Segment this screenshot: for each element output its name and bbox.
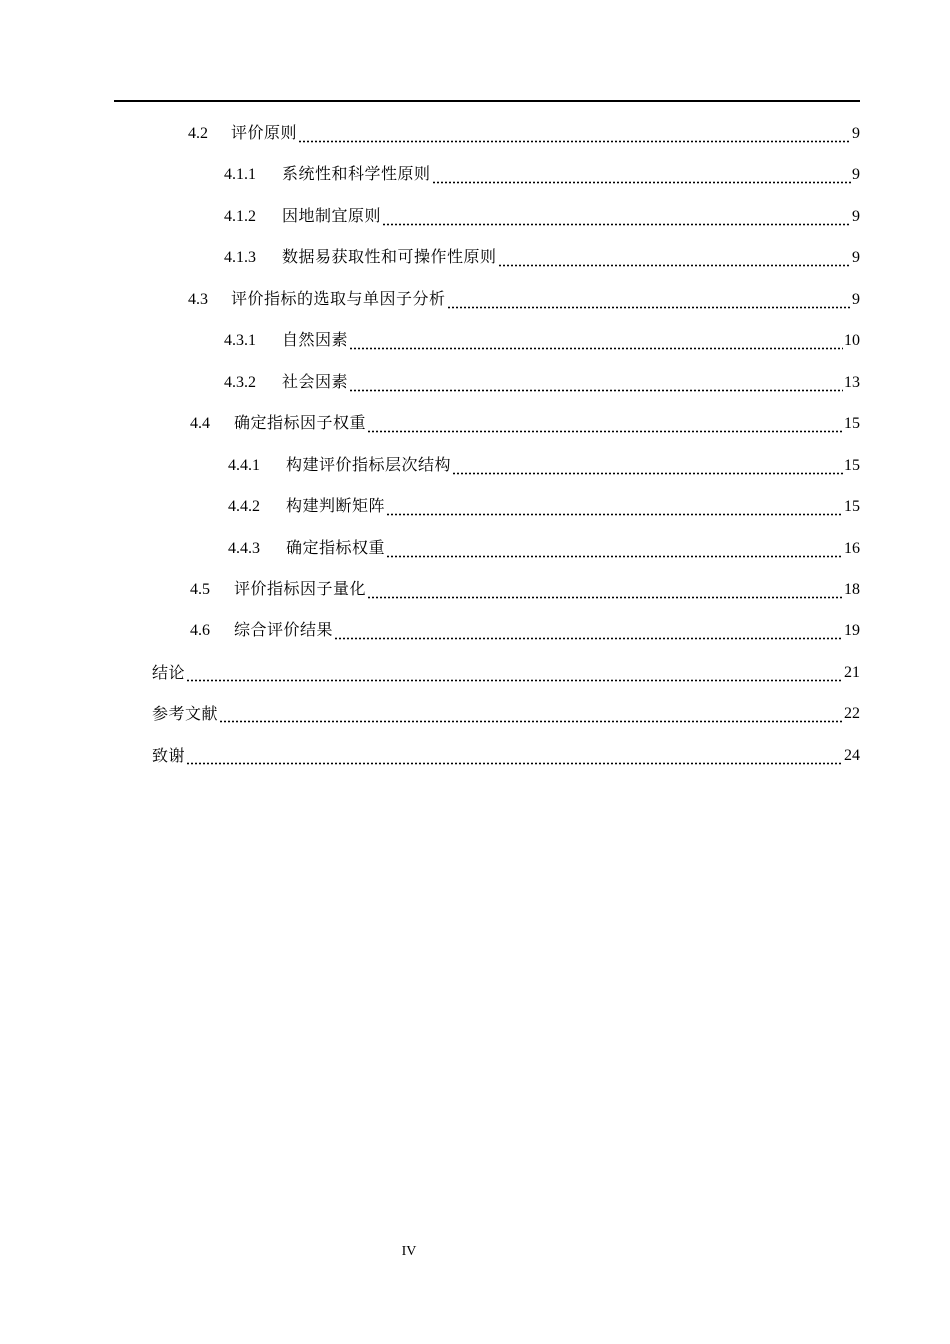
toc-entry-title: 构建判断矩阵 xyxy=(286,498,386,515)
toc-dot-leader xyxy=(349,333,843,351)
toc-dot-leader xyxy=(386,499,843,517)
toc-entry-4-2[interactable] xyxy=(188,120,860,144)
toc-entry-4-4-3[interactable] xyxy=(228,535,860,559)
toc-entry-page: 24 xyxy=(844,747,860,764)
toc-entry-4-3[interactable] xyxy=(188,286,860,310)
toc-dot-leader xyxy=(382,209,851,227)
toc-entry-number: 4.4 xyxy=(190,415,210,432)
toc-entry-title: 因地制宜原则 xyxy=(282,208,382,225)
toc-entry-number: 4.4.2 xyxy=(228,498,260,515)
toc-entry-title: 确定指标因子权重 xyxy=(234,415,367,432)
toc-entry-title: 综合评价结果 xyxy=(234,622,334,639)
toc-entry-conclusion[interactable] xyxy=(152,659,860,683)
toc-entry-4-4-2[interactable] xyxy=(228,493,860,517)
toc-entry-page: 18 xyxy=(844,581,860,598)
toc-entry-number: 4.1.1 xyxy=(224,166,256,183)
toc-entry-page: 21 xyxy=(844,664,860,681)
toc-entry-number: 4.4.1 xyxy=(228,457,260,474)
toc-entry-page: 15 xyxy=(844,498,860,515)
toc-entry-page: 22 xyxy=(844,705,860,722)
toc-entry-title: 数据易获取性和可操作性原则 xyxy=(282,249,497,266)
toc-entry-title: 评价原则 xyxy=(231,125,298,142)
toc-dot-leader xyxy=(334,623,843,641)
toc-entry-title: 构建评价指标层次结构 xyxy=(286,457,452,474)
toc-dot-leader xyxy=(219,706,843,724)
toc-entry-number: 4.6 xyxy=(190,622,210,639)
toc-entry-title: 评价指标的选取与单因子分析 xyxy=(231,291,446,308)
toc-entry-number: 4.3 xyxy=(188,291,208,308)
toc-dot-leader xyxy=(386,541,843,559)
toc-entry-acknowledgements[interactable] xyxy=(152,742,860,766)
toc-entry-number: 4.3.1 xyxy=(224,332,256,349)
toc-entry-page: 15 xyxy=(844,457,860,474)
toc-entry-4-3-1[interactable] xyxy=(224,327,860,351)
toc-entry-4-1-1[interactable] xyxy=(224,161,860,185)
toc-dot-leader xyxy=(349,375,843,393)
toc-entry-number: 4.2 xyxy=(188,125,208,142)
toc-entry-title: 系统性和科学性原则 xyxy=(282,166,431,183)
toc-entry-page: 9 xyxy=(852,208,860,225)
toc-dot-leader xyxy=(367,416,843,434)
toc-entry-page: 10 xyxy=(844,332,860,349)
toc-entry-page: 9 xyxy=(852,249,860,266)
toc-entry-title: 自然因素 xyxy=(282,332,349,349)
toc-dot-leader xyxy=(452,458,843,476)
toc-entry-page: 9 xyxy=(852,291,860,308)
toc-entry-4-1-3[interactable] xyxy=(224,244,860,268)
toc-dot-leader xyxy=(298,126,851,144)
toc-entry-page: 16 xyxy=(844,540,860,557)
toc-entry-number: 4.1.3 xyxy=(224,249,256,266)
toc-entry-page: 19 xyxy=(844,622,860,639)
toc-dot-leader xyxy=(447,292,851,310)
toc-entry-title: 评价指标因子量化 xyxy=(234,581,367,598)
toc-entry-page: 9 xyxy=(852,166,860,183)
toc-entry-number: 4.3.2 xyxy=(224,374,256,391)
toc-entry-title: 结论 xyxy=(152,663,186,682)
toc-entry-4-5[interactable] xyxy=(190,576,860,600)
toc-entry-page: 15 xyxy=(844,415,860,432)
toc-entry-number: 4.1.2 xyxy=(224,208,256,225)
toc-dot-leader xyxy=(186,748,843,766)
toc-entry-4-3-2[interactable] xyxy=(224,369,860,393)
toc-entry-4-6[interactable] xyxy=(190,617,860,641)
toc-dot-leader xyxy=(498,250,851,268)
toc-entry-references[interactable] xyxy=(152,700,860,724)
toc-entry-title: 参考文献 xyxy=(152,704,219,723)
toc-dot-leader xyxy=(432,167,851,185)
toc-entry-number: 4.5 xyxy=(190,581,210,598)
toc-dot-leader xyxy=(186,665,843,683)
toc-entry-title: 致谢 xyxy=(152,746,186,765)
toc-entry-4-1-2[interactable] xyxy=(224,203,860,227)
header-rule xyxy=(114,100,860,102)
toc-entry-4-4-1[interactable] xyxy=(228,452,860,476)
toc-entry-page: 13 xyxy=(844,374,860,391)
toc-entry-title: 确定指标权重 xyxy=(286,540,386,557)
toc-entry-title: 社会因素 xyxy=(282,374,349,391)
page-number: IV xyxy=(401,1244,417,1259)
toc-entry-4-4[interactable] xyxy=(190,410,860,434)
toc-entry-number: 4.4.3 xyxy=(228,540,260,557)
toc-entry-page: 9 xyxy=(852,125,860,142)
toc-dot-leader xyxy=(367,582,843,600)
